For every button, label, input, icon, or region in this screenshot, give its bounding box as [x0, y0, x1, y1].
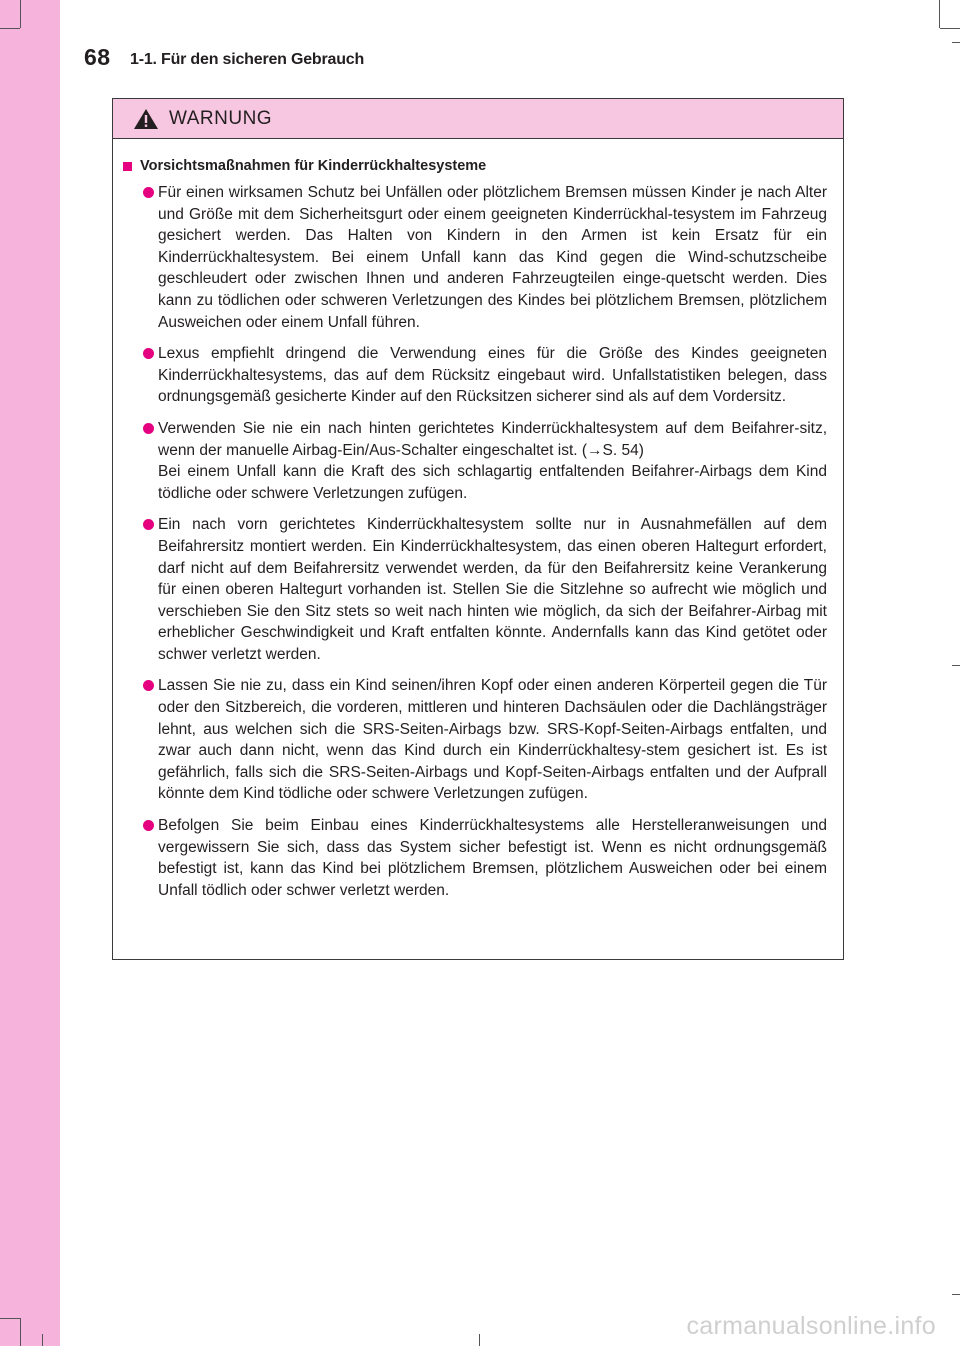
list-item-text: Ein nach vorn gerichtetes Kinderrückhaltesystem sollte nur in Ausnahmefällen auf dem Beifahrersitz montiert werden. Ein Kinderrückhaltesystem, das einen oberen Haltegurt erfordert, darf nicht auf dem Beifahrersitz verwendet werden, da für den Beifahrersitz keine Verankerung für einen oberen Haltegurt vorhanden ist. Stellen Sie die Sitzlehne so aufrecht wie möglich und verschieben Sie den Sitz stets so weit nach hinten wie möglich, da sich der Beifahrer-Airbag mit erheblicher Geschwindigkeit und Kraft entfalten könnte. Andernfalls kann das Kind getötet oder schwer verletzt werden.: [158, 516, 827, 663]
page-number: 68: [84, 44, 111, 70]
crop-mark: [939, 0, 940, 28]
crop-mark: [952, 665, 960, 666]
section-title: 1-1. Für den sicheren Gebrauch: [130, 51, 365, 68]
list-item-text: Befolgen Sie beim Einbau eines Kinderrückhaltesystems alle Herstelleranweisungen und vergewissern Sie sich, dass das System sicher befestigt ist. Wenn es nicht ordnungsgemäß befestigt ist, kann das Kind bei plötzlichem Bremsen, plötzlichem Ausweichen oder bei einem Unfall tödlich oder schwer verletzt werden.: [158, 817, 827, 899]
warning-triangle-icon: [133, 108, 159, 130]
crop-mark: [952, 42, 960, 43]
list-item-text: Für einen wirksamen Schutz bei Unfällen oder plötzlichem Bremsen müssen Kinder je nach Alter und Größe mit dem Sicherheitsgurt oder einem geeigneten Kinderrückhal-tesystem im Fahrzeug gesichert werden. Das Halten von Kindern in den Armen ist kein Ersatz für ein Kinderrückhaltesystem. Bei einem Unfall kann das Kind gegen die Wind-schutzscheibe geschleudert oder zwischen Ihnen und anderen Fahrzeugteilen einge-quetscht werden. Dies kann zu tödlichen oder schweren Verletzungen des Kindes bei plötzlichem Bremsen, plötzlichem Ausweichen oder einem Unfall führen.: [158, 184, 827, 331]
crop-mark: [42, 1334, 43, 1346]
list-item: [123, 675, 827, 805]
warning-box: [112, 98, 844, 960]
watermark: carmanualsonline.info: [686, 1312, 936, 1340]
list-item-text: Verwenden Sie nie ein nach hinten gerichtetes Kinderrückhaltesystem auf dem Beifahrer-sitz, wenn der manuelle Airbag-Ein/Aus-Schalter eingeschaltet ist. (→S. 54): [158, 419, 827, 459]
list-item: [123, 418, 827, 504]
list-item: [123, 343, 827, 408]
crop-mark: [0, 28, 20, 29]
crop-mark: [940, 28, 960, 29]
list-item: [123, 182, 827, 333]
crop-mark: [0, 1318, 20, 1319]
bullet-dot-icon: [143, 519, 154, 530]
list-item-text: Lassen Sie nie zu, dass ein Kind seinen/ihren Kopf oder einen anderen Körperteil gegen die Tür oder den Sitzbereich, die vorderen, mittleren und hinteren Dachsäulen oder die Dachlängsträger lehnt, aus welchen sich die SRS-Seiten-Airbags bzw. SRS-Kopf-Seiten-Airbags entfalten, und zwar auch dann nicht, wenn das Kind durch ein Kinderrückhaltesy-stem gesichert ist. Es ist gefährlich, falls sich die SRS-Seiten-Airbags und Kopf-Seiten-Airbags entfalten und der Aufprall könnte dem Kind tödliche oder schwere Verletzungen zufügen.: [158, 677, 827, 803]
list-item: [123, 514, 827, 665]
list-item-text: Lexus empfiehlt dringend die Verwendung eines für die Größe des Kindes geeigneten Kinderrückhaltesystems, das auf dem Rücksitz eingebaut wird. Unfallstatistiken belegen, dass ordnungsgemäß gesicherte Kinder auf den Rücksitzen sicherer sind als auf dem Vordersitz.: [158, 345, 827, 406]
square-bullet-icon: [123, 162, 132, 171]
crop-mark: [479, 1334, 480, 1346]
bullet-dot-icon: [143, 187, 154, 198]
crop-mark: [20, 0, 21, 28]
bullet-dot-icon: [143, 348, 154, 359]
warning-subheading: [123, 158, 827, 174]
warning-body: [113, 139, 843, 901]
list-item-text-continued: Bei einem Unfall kann die Kraft des sich schlagartig entfaltenden Beifahrer-Airbags dem Kind tödliche oder schwere Verletzungen zufügen.: [158, 463, 827, 502]
crop-mark: [952, 1294, 960, 1295]
bullet-dot-icon: [143, 680, 154, 691]
warning-header: [113, 99, 843, 139]
sidebar-color-strip: [0, 0, 60, 1346]
bullet-dot-icon: [143, 423, 154, 434]
list-item: [123, 815, 827, 901]
bullet-dot-icon: [143, 820, 154, 831]
warning-title: WARNUNG: [169, 107, 273, 129]
subheading-text: Vorsichtsmaßnahmen für Kinderrückhaltesysteme: [140, 158, 487, 174]
crop-mark: [20, 1318, 21, 1346]
